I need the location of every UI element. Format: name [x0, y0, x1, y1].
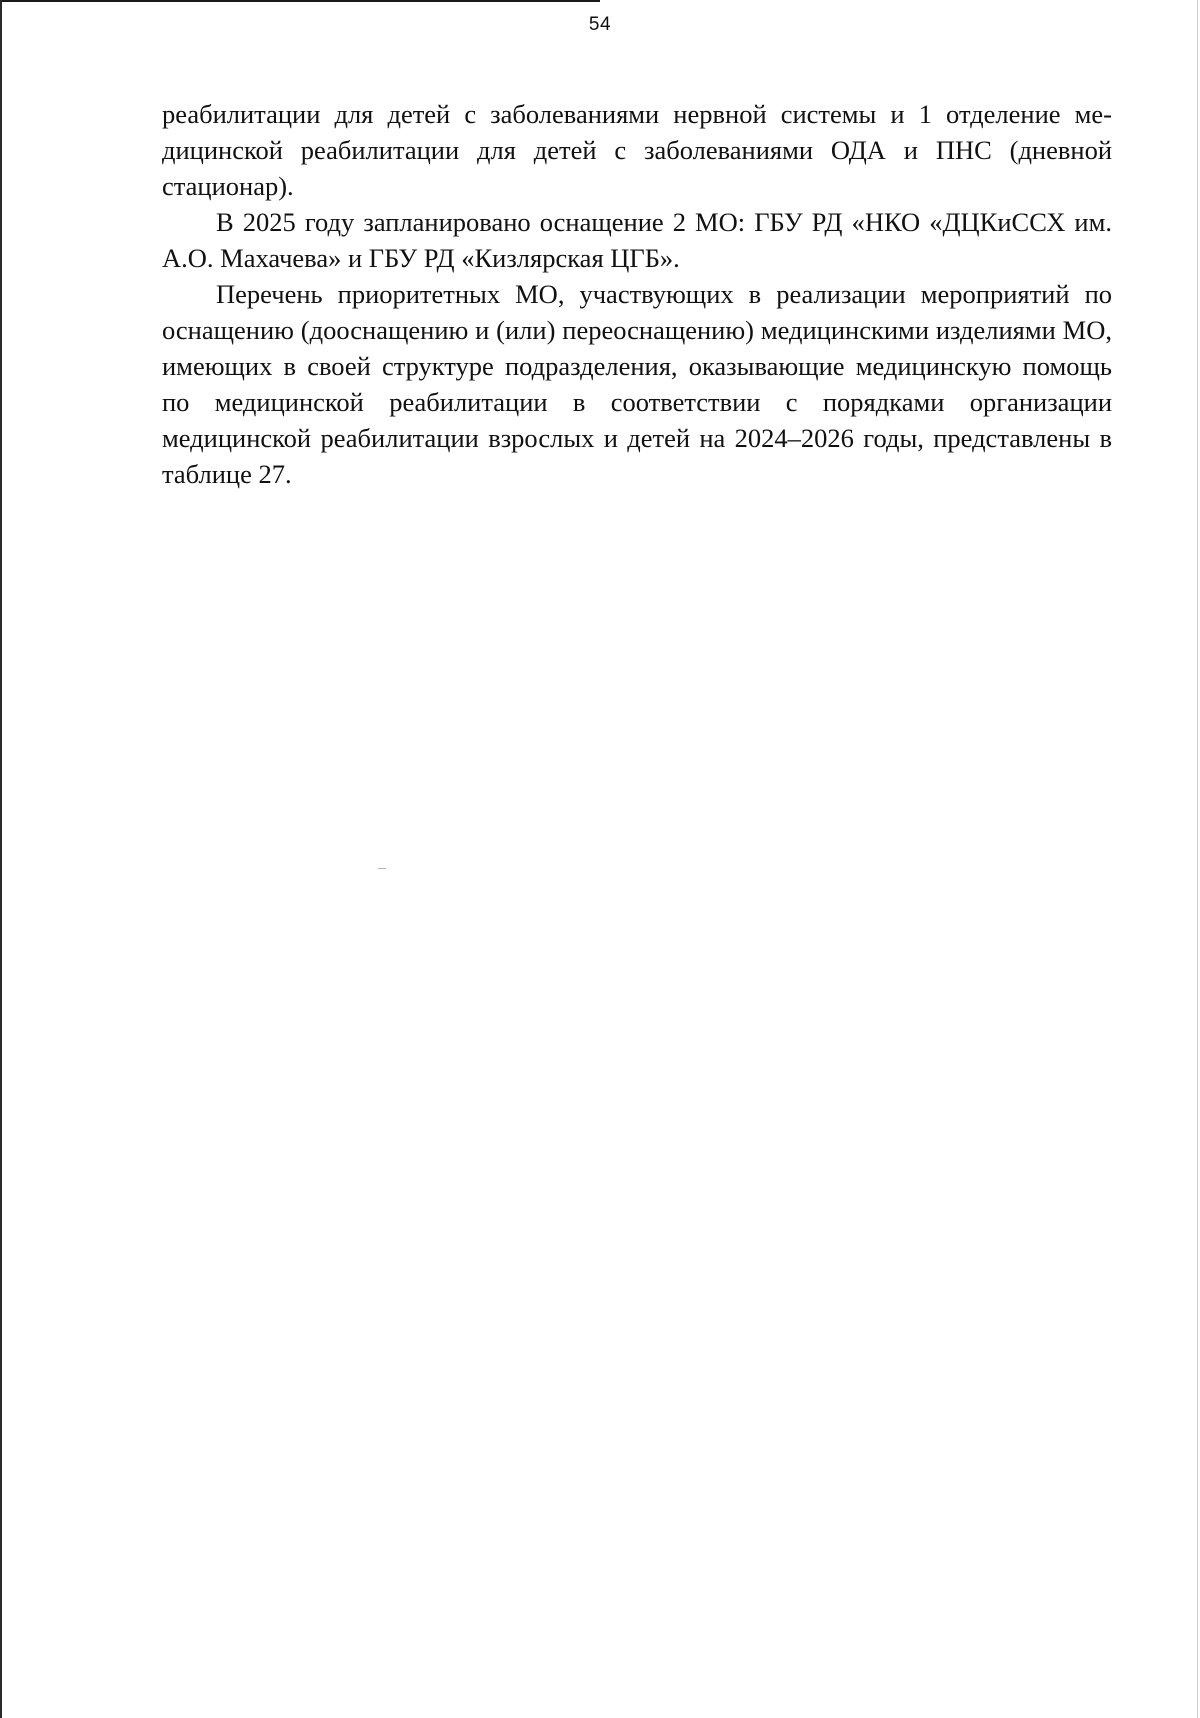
scan-edge-right — [1197, 0, 1198, 1718]
scan-edge-top — [0, 0, 600, 2]
scan-edge-left — [0, 0, 2, 1718]
page-body — [162, 96, 1112, 492]
paragraph-continuation: реабилитации для детей с заболеваниями нервной системы и 1 отделение медицинской реабилитации для детей с заболеваниями ОДА и ПНС (дневной стационар). — [162, 99, 1112, 201]
paragraph-planned-equipment: В 2025 году запланировано оснащение 2 МО: ГБУ РД «НКО «ДЦКиССХ им. А.О. Махачева» и ГБУ РД «Кизлярская ЦГБ». — [162, 207, 1112, 273]
scan-artifact — [378, 868, 386, 869]
page-number: 54 — [588, 14, 612, 35]
paragraph-priority-list: Перечень приоритетных МО, участвующих в реализации мероприятий по оснащению (дооснащению и (или) переоснащению) медицинскими изделиями МО, имеющих в своей структуре подразделения, оказывающие медицинскую помощь по медицинской реабилитации в соответствии с порядками организации медицинской реабилитации взрослых и детей на 2024–2026 годы, представлены в таблице 27. — [162, 279, 1112, 489]
